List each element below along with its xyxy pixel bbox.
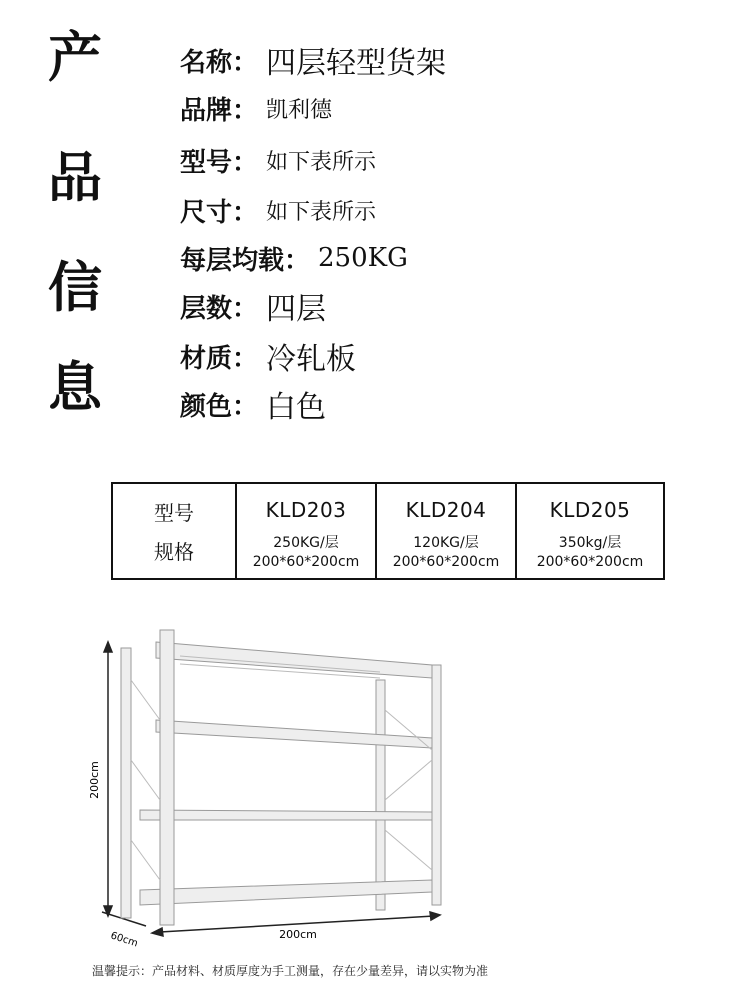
info-layers xyxy=(180,286,326,326)
spec-size: 200*60*200cm xyxy=(252,554,360,570)
spec-header-column xyxy=(113,484,237,578)
spec-size: 200*60*200cm xyxy=(392,554,500,570)
spec-column-kld205 xyxy=(517,484,663,578)
spec-column-kld203 xyxy=(237,484,377,578)
info-brand xyxy=(180,88,332,128)
info-value: 如下表所示 xyxy=(266,199,377,225)
shelf-bottom xyxy=(140,880,432,905)
info-label: 型号： xyxy=(180,147,259,178)
side-title-char: 信 xyxy=(48,255,102,319)
info-value: 白色 xyxy=(266,390,327,425)
info-load xyxy=(180,238,408,278)
spec-load: 120KG/层 xyxy=(413,535,479,551)
info-label: 品牌： xyxy=(180,95,259,126)
depth-label: 60cm xyxy=(109,930,140,950)
info-label: 颜色： xyxy=(180,391,259,422)
info-label: 材质： xyxy=(180,343,259,374)
side-title-char: 息 xyxy=(48,355,102,419)
shelf-second xyxy=(156,720,432,748)
info-value: 四层轻型货架 xyxy=(266,46,447,81)
spec-size: 200*60*200cm xyxy=(536,554,644,570)
spec-model: KLD204 xyxy=(405,498,487,522)
info-size xyxy=(180,190,376,230)
spec-header-spec: 规格 xyxy=(154,540,194,564)
spec-load: 350kg/层 xyxy=(558,535,622,551)
info-value: 四层 xyxy=(266,292,327,327)
footnote: 温馨提示：产品材料、材质厚度为手工测量，存在少量差异，请以实物为准 xyxy=(92,964,489,978)
info-value: 250KG xyxy=(318,243,408,273)
rear-left-upright xyxy=(121,648,131,918)
info-value: 冷轧板 xyxy=(266,342,357,377)
info-name xyxy=(180,40,446,80)
shelf-third xyxy=(140,810,432,820)
front-left-upright xyxy=(160,630,174,925)
front-right-upright xyxy=(376,680,385,910)
spec-load: 250KG/层 xyxy=(273,535,339,551)
side-title-char: 产 xyxy=(48,25,102,89)
info-label: 尺寸： xyxy=(180,197,259,228)
spec-model: KLD203 xyxy=(265,498,347,522)
rear-right-upright xyxy=(432,665,441,905)
info-label: 层数： xyxy=(180,293,259,324)
info-material xyxy=(180,336,356,376)
info-value: 凯利德 xyxy=(266,97,333,123)
info-label: 每层均载： xyxy=(180,245,311,276)
info-color xyxy=(180,384,326,424)
info-model xyxy=(180,140,376,180)
info-label: 名称： xyxy=(180,47,259,78)
spec-header-model: 型号 xyxy=(154,501,194,525)
spec-model: KLD205 xyxy=(549,498,631,522)
side-title-char: 品 xyxy=(48,145,102,209)
shelf-top xyxy=(156,642,432,678)
shelf-drawing xyxy=(80,620,480,950)
height-label: 200cm xyxy=(88,761,101,799)
info-value: 如下表所示 xyxy=(266,149,377,175)
width-label: 200cm xyxy=(279,928,317,941)
shelf-illustration xyxy=(80,620,480,950)
spec-table xyxy=(111,482,665,580)
spec-column-kld204 xyxy=(377,484,517,578)
